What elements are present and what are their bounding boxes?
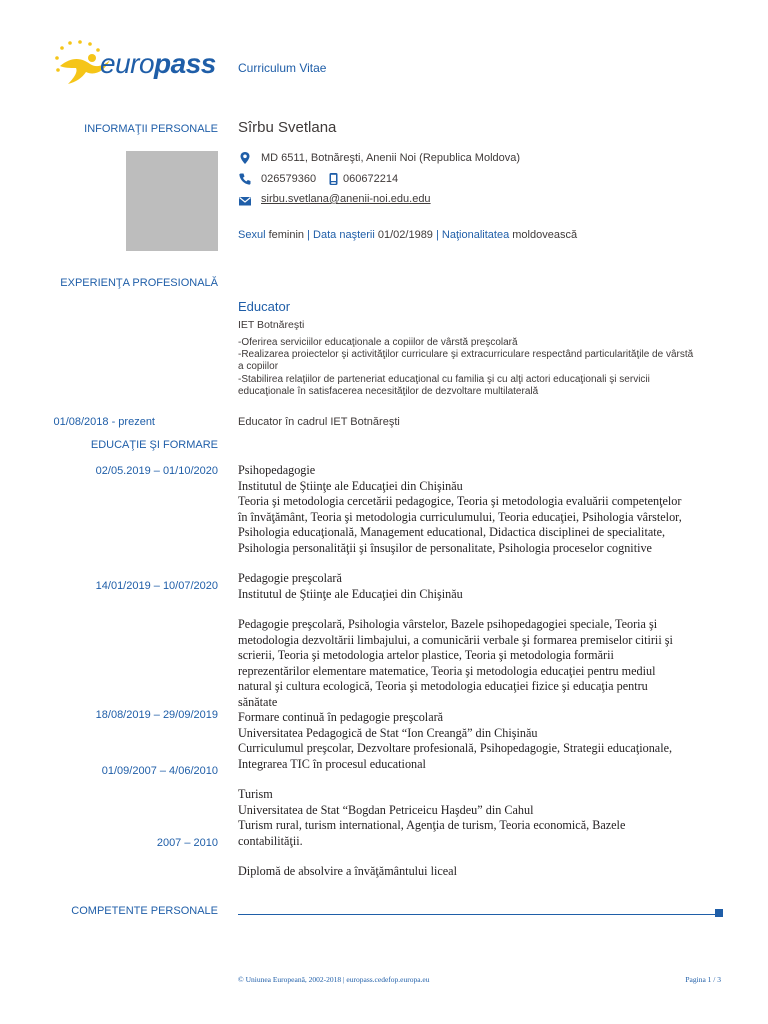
education-title: Psihopedagogie	[238, 463, 316, 477]
education-entry	[238, 864, 457, 880]
footer-copyright: © Uniunea Europeană, 2002-2018 | europass.cedefop.europa.eu	[238, 975, 430, 984]
employer: IET Botnăreşti	[238, 319, 305, 331]
education-title: Diplomă de absolvire a învăţământului liceal	[238, 864, 457, 878]
education-title: Pedagogie preşcolară	[238, 571, 342, 585]
logo-text-pass: pass	[154, 48, 216, 79]
phone-icon	[238, 172, 252, 186]
footer-page-number: Pagina 1 / 3	[685, 975, 721, 984]
education-dates: 18/08/2019 – 29/09/2019	[95, 709, 218, 721]
education-line: scrierii, Teoria şi metodologia artelor plastice, Teoria şi metodologia formării	[238, 648, 614, 662]
education-dates: 14/01/2019 – 10/07/2020	[95, 580, 218, 592]
education-line: Turism rural, turism international, Agenţia de turism, Teoria economică, Bazele	[238, 818, 626, 832]
duty-line: -Stabilirea relaţiilor de parteneriat educaţional cu familia şi cu alţi actori educaţionali şi servicii	[238, 373, 650, 385]
education-line: Pedagogie preşcolară, Psihologia vârstelor, Bazele psihopedagogiei speciale, Teoria şi	[238, 617, 658, 631]
email-link[interactable]: sirbu.svetlana@anenii-noi.edu.edu	[261, 193, 431, 205]
education-entry	[238, 463, 682, 556]
section-label-education: EDUCAŢIE ŞI FORMARE	[90, 439, 218, 451]
education-line: metodologia dezvoltării limbajului, a comunicării verbale şi formarea premiselor citirii şi	[238, 632, 673, 647]
education-line: sănătate	[238, 694, 278, 709]
education-line: Institutul de Ştiinţe ale Educaţiei din Chişinău	[238, 478, 463, 493]
person-name: Sîrbu Svetlana	[238, 119, 337, 136]
education-dates: 02/05.2019 – 01/10/2020	[95, 465, 218, 477]
education-line: Integrarea TIC în procesul educational	[238, 756, 426, 771]
education-entry	[238, 571, 463, 602]
education-entry	[238, 710, 672, 772]
duty-line: -Realizarea proiectelor şi activităţilor curriculare şi extracurriculare respectând particularităţile de vârstă	[238, 349, 694, 361]
education-dates: 2007 – 2010	[156, 837, 218, 849]
phone-number: 026579360	[261, 173, 317, 185]
education-line: reprezentărilor elementare matematice, Teoria şi metodologia educaţiei pentru mediul	[238, 663, 656, 678]
education-line: în învăţământ, Teoria şi metodologia curriculumului, Teoria educaţiei, Psihologia vârstelor,	[238, 509, 682, 524]
birth-label: Data naşterii	[313, 229, 375, 241]
section-label-experience: EXPERIENŢA PROFESIONALĂ	[60, 277, 218, 289]
experience-period: 01/08/2018 - prezent	[53, 416, 155, 428]
sex-label: Sexul	[238, 229, 266, 241]
nationality-value: moldovească	[512, 229, 578, 241]
address: MD 6511, Botnăreşti, Anenii Noi (Republica Moldova)	[261, 152, 521, 164]
doc-title: Curriculum Vitae	[238, 61, 327, 75]
duty-line: -Oferirea serviciilor educaţionale a copiilor de vârstă preşcolară	[238, 337, 518, 348]
separator: |	[307, 229, 310, 241]
education-line: Psihologia educaţională, Management educational, Didactica disciplinei de specialitate,	[238, 525, 666, 539]
separator: |	[436, 229, 439, 241]
education-entry-details	[238, 617, 673, 710]
education-line: Teoria şi metodologia cercetării pedagogice, Teoria şi metodologia evaluării competenţelor	[238, 494, 682, 508]
logo-text-euro: euro	[100, 48, 155, 79]
birth-value: 01/02/1989	[377, 229, 433, 241]
photo-placeholder	[126, 151, 218, 251]
education-line: Universitatea Pedagogică de Stat “Ion Creangă” din Chişinău	[238, 725, 538, 740]
section-label-competences: COMPETENTE PERSONALE	[71, 905, 218, 917]
experience-period-text: Educator în cadrul IET Botnăreşti	[238, 416, 400, 428]
email-icon	[238, 194, 252, 208]
europass-logo	[52, 38, 222, 88]
mobile-number: 060672214	[343, 173, 399, 185]
education-entry	[238, 787, 625, 849]
education-line: Institutul de Ştiinţe ale Educaţiei din Chişinău	[238, 586, 463, 601]
education-dates: 01/09/2007 – 4/06/2010	[101, 765, 218, 777]
section-divider-end	[715, 909, 723, 917]
section-divider	[238, 914, 716, 915]
education-line: Psihologia personalităţii şi însuşilor de personalitate, Psihologia proceselor cognitive	[238, 540, 652, 555]
mobile-icon	[328, 172, 339, 186]
education-line: natural şi cultura ecologică, Teoria şi metodologia educaţiei fizice şi educaţia pentru	[238, 679, 648, 693]
location-icon	[238, 151, 252, 165]
duty-line: educaţionale în satisfacerea necesităţilor de dezvoltare multilaterală	[238, 385, 539, 397]
personal-details-line	[238, 229, 577, 241]
education-title: Turism	[238, 787, 273, 801]
sex-value: feminin	[268, 229, 305, 241]
education-line: Universitatea de Stat “Bogdan Petriceicu Haşdeu” din Cahul	[238, 802, 534, 817]
education-line: contabilităţii.	[238, 833, 303, 848]
section-label-personal: INFORMAŢII PERSONALE	[84, 123, 218, 135]
education-line: Curriculumul preşcolar, Dezvoltare profesională, Psihopedagogie, Strategii educaţionale,	[238, 741, 673, 755]
duty-line: a copiilor	[238, 361, 279, 373]
job-title: Educator	[238, 299, 291, 314]
job-duties	[238, 337, 693, 398]
education-title: Formare continuă în pedagogie preşcolară	[238, 710, 444, 724]
nationality-label: Naţionalitatea	[441, 229, 510, 241]
